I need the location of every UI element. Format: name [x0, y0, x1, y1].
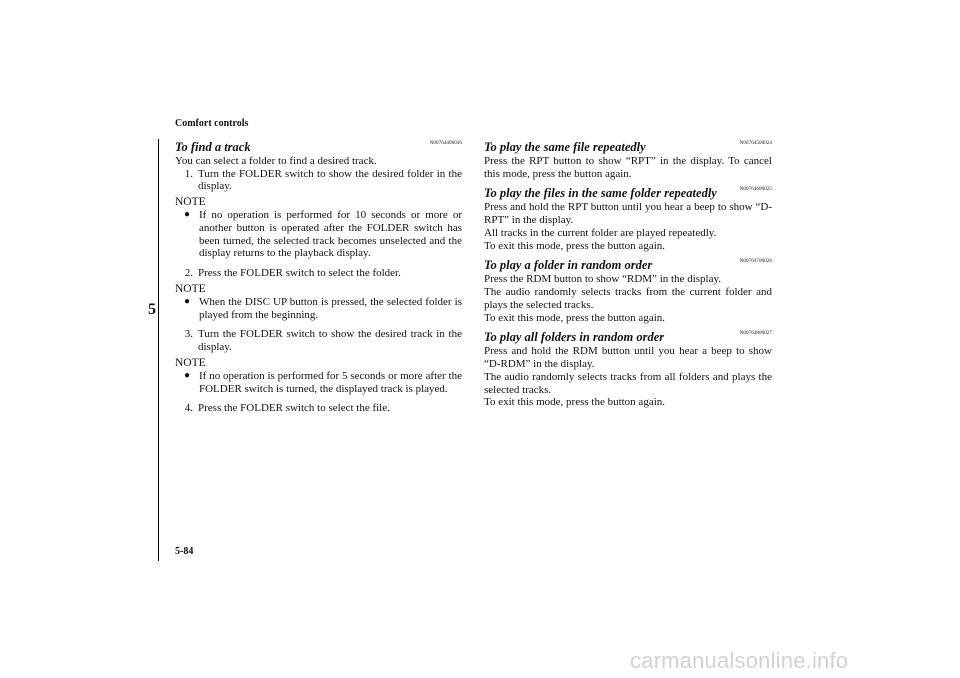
paragraph: To exit this mode, press the button again. [484, 311, 666, 324]
note-item [175, 296, 462, 322]
section-heading-random-all [484, 328, 772, 344]
paragraph: Press the RPT button to show “RPT” in the display. To cancel this mode, press the button again. [484, 154, 772, 180]
intro-text: You can select a folder to find a desired track. [175, 154, 377, 167]
step-number: 1. [184, 167, 193, 180]
paragraph: To exit this mode, press the button again. [484, 239, 666, 252]
note-text: If no operation is performed for 10 seconds or more or another button is operated after the FOLDER switch has been turned, the selected track becomes unselected and the display returns to the playback display. [199, 208, 462, 260]
step-text: Press the FOLDER switch to select the file. [198, 402, 390, 415]
paragraph: The audio randomly selects tracks from all folders and plays the selected tracks. [484, 370, 772, 396]
section-heading-repeat-file [484, 138, 772, 154]
chapter-tab: 5 [148, 301, 156, 318]
step-number: 4. [184, 402, 193, 415]
note-item [175, 370, 462, 396]
note-text: If no operation is performed for 5 seconds or more after the FOLDER switch is turned, the displayed track is played. [199, 369, 462, 395]
reference-code: N00764700026 [739, 259, 772, 265]
note-item [175, 209, 462, 260]
heading-title: To play the files in the same folder repeatedly [484, 186, 717, 201]
step-item [175, 402, 462, 415]
bullet-icon: ● [184, 208, 191, 220]
chapter-divider [158, 139, 159, 561]
note-text: When the DISC UP button is pressed, the selected folder is played from the beginning. [199, 295, 462, 321]
heading-title: To play the same file repeatedly [484, 140, 646, 154]
paragraph: To exit this mode, press the button again. [484, 396, 666, 409]
note-label: NOTE [175, 356, 206, 369]
reference-code: N00764400036 [429, 141, 462, 146]
reference-code: N00764800027 [739, 331, 772, 337]
page-number: 5-84 [175, 546, 194, 557]
heading-title: To find a track [175, 140, 251, 154]
paragraph: All tracks in the current folder are played repeatedly. [484, 226, 717, 239]
step-text: Turn the FOLDER switch to show the desired track in the display. [198, 328, 462, 354]
left-column [175, 138, 462, 415]
paragraph: The audio randomly selects tracks from the current folder and plays the selected tracks. [484, 285, 772, 311]
step-item [175, 168, 462, 194]
step-number: 3. [184, 328, 193, 341]
section-heading-random-folder [484, 256, 772, 272]
reference-code: N00764500024 [739, 141, 772, 146]
step-number: 2. [184, 267, 193, 280]
right-column [484, 138, 772, 409]
paragraph: Press and hold the RDM button until you hear a beep to show “D-RDM” in the display. [484, 345, 772, 370]
watermark: carmanualsonline.info [630, 648, 849, 673]
step-text: Turn the FOLDER switch to show the desired folder in the display. [198, 167, 462, 193]
paragraph: Press the RDM button to show “RDM” in the display. [484, 273, 721, 286]
bullet-icon: ● [184, 369, 191, 381]
paragraph: Press and hold the RPT button until you hear a beep to show “D-RPT” in the display. [484, 201, 772, 226]
bullet-icon: ● [184, 295, 191, 307]
heading-title: To play a folder in random order [484, 258, 653, 273]
section-title: Comfort controls [175, 118, 249, 129]
step-item [175, 328, 462, 354]
note-label: NOTE [175, 282, 206, 295]
section-heading-find-track [175, 138, 462, 154]
section-heading-repeat-folder [484, 184, 772, 200]
heading-title: To play all folders in random order [484, 330, 665, 345]
note-label: NOTE [175, 196, 206, 209]
step-item [175, 267, 462, 280]
reference-code: N00764600025 [739, 187, 772, 193]
step-text: Press the FOLDER switch to select the folder. [198, 267, 401, 280]
